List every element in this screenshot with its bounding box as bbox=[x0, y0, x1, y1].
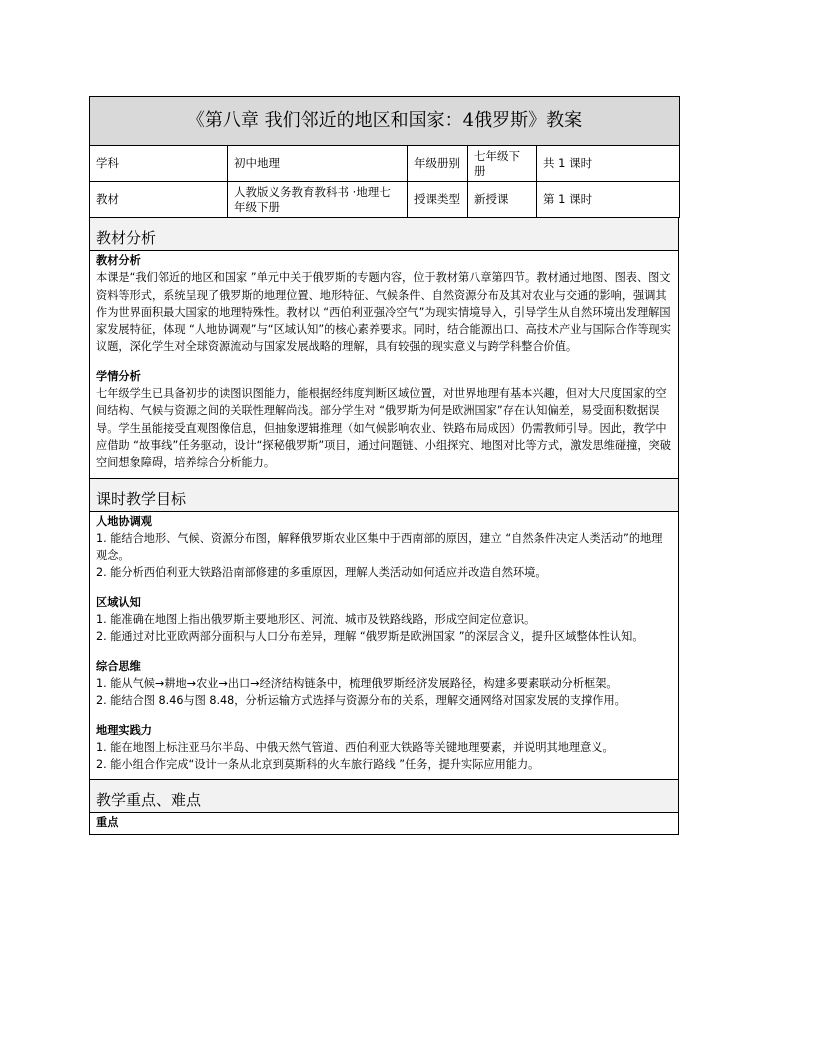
info-table bbox=[89, 96, 680, 218]
value-subject: 初中地理 bbox=[228, 146, 408, 182]
objective-item: 2. 能分析西伯利亚大铁路沿南部修建的多重原因，理解人类活动如何适应并改造自然环境。 bbox=[96, 566, 547, 580]
section-heading-analysis: 教材分析 bbox=[90, 218, 678, 251]
section-heading-key-points: 教学重点、难点 bbox=[90, 780, 678, 813]
label-subject: 学科 bbox=[90, 146, 228, 182]
value-grade: 七年级下册 bbox=[468, 146, 537, 182]
objective-item: 1. 能准确在地图上指出俄罗斯主要地形区、河流、城市及铁路线路，形成空间定位意识。 bbox=[96, 613, 536, 627]
paragraph-student-analysis: 七年级学生已具备初步的读图识图能力，能根据经纬度判断区域位置，对世界地理有基本兴趣，但对大尺度国家的空间结构、气候与资源之间的关联性理解尚浅。部分学生对 “俄罗斯为何是欧洲国家”存在认知偏差，易受面积数据误导。学生虽能接受直观图像信息，但抽象逻辑推理（如气候影响农业、铁路布局成因）仍需教师引导。因此，教学中应借助 “故事线”任务驱动，设计“探秘俄罗斯”项目，通过问题链、小组探究、地图对比等方式，激发思维碰撞，突破空间想象障碍，培养综合分析能力。 bbox=[96, 387, 671, 470]
section-key-points bbox=[89, 780, 679, 834]
objective-item: 1. 能在地图上标注亚马尔半岛、中俄天然气管道、西伯利亚大铁路等关键地理要素，并说明其地理意义。 bbox=[96, 740, 614, 754]
value-textbook: 人教版义务教育教科书 ·地理七年级下册 bbox=[228, 182, 408, 218]
subtitle-regional-cognition: 区域认知 bbox=[96, 595, 141, 609]
info-row-subject bbox=[90, 146, 680, 182]
objective-item: 1. 能结合地形、气候、资源分布图，解释俄罗斯农业区集中于西南部的原因，建立 “自然条件决定人类活动”的地理观念。 bbox=[96, 531, 663, 563]
subtitle-geo-practice: 地理实践力 bbox=[96, 723, 152, 737]
document-title: 《第八章 我们邻近的地区和国家：4俄罗斯》教案 bbox=[90, 97, 680, 146]
paragraph-textbook-analysis: 本课是“我们邻近的地区和国家 ”单元中关于俄罗斯的专题内容，位于教材第八章第四节。教材通过地图、图表、图文资料等形式，系统呈现了俄罗斯的地理位置、地形特征、气候条件、自然资源分布及其对农业与交通的影响，强调其作为世界面积最大国家的地理特殊性。教材以 “西伯利亚强冷空气”为现实情境导入，引导学生从自然环境出发理解国家发展特征，体现 “人地协调观”与“区域认知”的核心素养要求。同时，结合能源出口、高技术产业与国际合作等现实议题，深化学生对全球资源流动与国家发展战略的理解，具有较强的现实意义与跨学科整合价值。 bbox=[96, 271, 671, 354]
value-lesson-number: 第 1 课时 bbox=[537, 182, 680, 218]
objective-item: 1. 能从气候→耕地→农业→出口→经济结构链条中，梳理俄罗斯经济发展路径，构建多要素联动分析框架。 bbox=[96, 676, 618, 690]
subtitle-integrated-thinking: 综合思维 bbox=[96, 659, 141, 673]
subtitle-textbook-analysis: 教材分析 bbox=[96, 254, 141, 267]
subtitle-human-earth: 人地协调观 bbox=[96, 514, 152, 528]
value-lesson-type: 新授课 bbox=[468, 182, 537, 218]
info-row-textbook bbox=[90, 182, 680, 218]
objective-item: 2. 能结合图 8.46与图 8.48，分析运输方式选择与资源分布的关系，理解交通网络对国家发展的支撑作用。 bbox=[96, 694, 626, 708]
section-heading-objectives: 课时教学目标 bbox=[90, 479, 678, 512]
label-lesson-type: 授课类型 bbox=[408, 182, 468, 218]
subtitle-key-points: 重点 bbox=[96, 816, 119, 830]
subtitle-student-analysis: 学情分析 bbox=[96, 369, 141, 383]
label-grade: 年级册别 bbox=[408, 146, 468, 182]
objective-item: 2. 能小组合作完成“设计一条从北京到莫斯科的火车旅行路线 ”任务，提升实际应用能力。 bbox=[96, 758, 540, 772]
lesson-plan-document bbox=[89, 96, 679, 835]
value-total-hours: 共 1 课时 bbox=[537, 146, 680, 182]
label-textbook: 教材 bbox=[90, 182, 228, 218]
section-analysis bbox=[89, 218, 679, 479]
section-objectives bbox=[89, 479, 679, 781]
objective-item: 2. 能通过对比亚欧两部分面积与人口分布差异，理解 “俄罗斯是欧洲国家 ”的深层含义，提升区域整体性认知。 bbox=[96, 630, 644, 644]
